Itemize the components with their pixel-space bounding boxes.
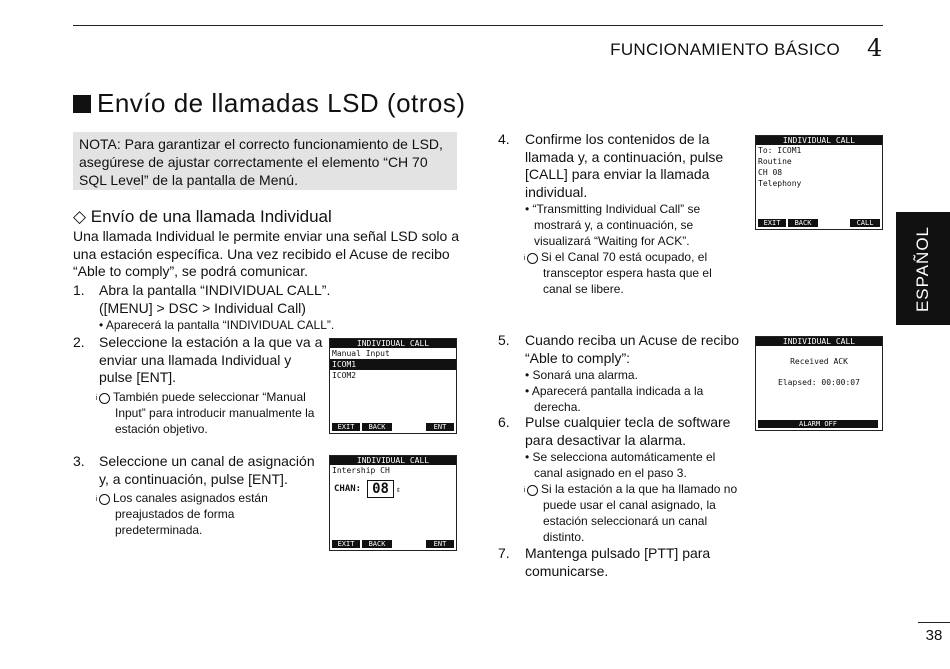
step-4 — [525, 131, 730, 297]
section-header: FUNCIONAMIENTO BÁSICO — [610, 40, 840, 59]
softkey-alarm-off: ALARM OFF — [758, 420, 878, 428]
info-icon: i — [527, 253, 538, 264]
step-6-info-text: Si la estación a la que ha llamado no puede usar el canal asignado, la estación seleccionará un canal distinto. — [541, 482, 738, 544]
lcd-line: Intership CH — [332, 466, 390, 475]
lcd-screen-confirm — [755, 135, 883, 230]
step-4-info-text: Si el Canal 70 está ocupado, el transceptor espera hasta que el canal se libere. — [541, 250, 712, 296]
step-2-info-text: También puede seleccionar “Manual Input” para introducir manualmente la estación objetivo. — [113, 389, 315, 436]
step-2-text: Seleccione la estación a la que va a enviar una llamada Individual y pulse [ENT]. — [99, 334, 323, 385]
step-number: 2. — [73, 334, 85, 350]
lcd-row: Telephony — [758, 179, 802, 188]
lcd-channel-row — [330, 480, 456, 498]
note-box: NOTA: Para garantizar el correcto funcionamiento de LSD, asegúrese de ajustar correctamente el elemento “CH 70 SQL Level” de la pantalla de Menú. — [73, 132, 457, 190]
lcd-softkeys — [332, 540, 454, 548]
step-number: 4. — [498, 131, 510, 147]
square-bullet-icon — [73, 95, 91, 113]
page-number: 38 — [918, 622, 950, 644]
lcd-row-selected: ICOM1 — [330, 359, 456, 370]
lcd-softkeys — [758, 420, 880, 428]
step-5-text: Cuando reciba un Acuse de recibo “Able to comply”: — [525, 332, 740, 366]
step-number: 1. — [73, 282, 85, 298]
step-1-line1: Abra la pantalla “INDIVIDUAL CALL”. — [99, 282, 331, 298]
softkey-ent: ENT — [426, 540, 454, 548]
softkey-exit: EXIT — [758, 219, 786, 227]
step-5-bullet-1: • Sonará una alarma. — [525, 368, 638, 382]
step-3-info — [95, 490, 305, 538]
lcd-row: ICOM2 — [332, 371, 357, 380]
lcd-softkeys — [332, 423, 454, 431]
step-6 — [525, 414, 750, 545]
lcd-received-ack: Received ACK — [790, 357, 848, 366]
info-icon: i — [527, 485, 538, 496]
softkey-ent: ENT — [426, 423, 454, 431]
intro-paragraph: Una llamada Individual le permite enviar una señal LSD solo a una estación específica. Una vez recibido el Acuse de recibo “Able to comply”, se podrá comunicar. — [73, 228, 459, 279]
step-1-line2: ([MENU] > DSC > Individual Call) — [99, 299, 306, 316]
lcd-title: INDIVIDUAL CALL — [330, 456, 456, 465]
step-5-bullet-2: • Aparecerá pantalla indicada a la derecha. — [525, 384, 704, 414]
step-7-text: Mantenga pulsado [PTT] para comunicarse. — [525, 545, 711, 579]
softkey-back: BACK — [362, 540, 392, 548]
softkey-exit: EXIT — [332, 423, 360, 431]
step-number: 5. — [498, 332, 510, 348]
lcd-row: Routine — [758, 157, 792, 166]
step-6-info — [525, 481, 743, 545]
info-icon: i — [99, 494, 110, 505]
step-3-info-text: Los canales asignados están preajustados de forma predeterminada. — [113, 491, 268, 537]
language-tab-label: ESPAÑOL — [913, 225, 932, 312]
step-5 — [525, 332, 750, 415]
chapter-number: 4 — [867, 34, 883, 62]
step-number: 6. — [498, 414, 510, 430]
updown-arrow-icon: ⇕ — [395, 484, 401, 494]
lcd-title: INDIVIDUAL CALL — [756, 337, 882, 346]
lcd-title: INDIVIDUAL CALL — [330, 339, 456, 348]
step-1-bullet: • Aparecerá la pantalla “INDIVIDUAL CALL”. — [99, 318, 335, 332]
step-2 — [95, 334, 324, 437]
step-number: 3. — [73, 453, 85, 469]
lcd-chan-label: CHAN: — [334, 484, 362, 494]
softkey-back: BACK — [362, 423, 392, 431]
language-tab — [896, 212, 950, 325]
step-2-info — [95, 389, 324, 437]
step-3 — [95, 453, 324, 538]
step-1 — [99, 282, 459, 333]
page-title — [73, 88, 466, 119]
step-number: 7. — [498, 545, 510, 561]
lcd-screen-station-list — [329, 338, 457, 434]
softkey-call: CALL — [850, 219, 880, 227]
header-rule — [73, 25, 883, 26]
step-6-bullet: • Se selecciona automáticamente el canal asignado en el paso 3. — [525, 450, 716, 480]
lcd-row: CH 08 — [758, 168, 783, 177]
lcd-row: Manual Input — [332, 349, 390, 358]
step-6-text: Pulse cualquier tecla de software para desactivar la alarma. — [525, 414, 731, 448]
lcd-chan-value: 08 — [367, 480, 394, 498]
page-title-text: Envío de llamadas LSD (otros) — [97, 88, 466, 118]
info-icon: i — [99, 393, 110, 404]
step-4-text: Confirme los contenidos de la llamada y, a continuación, pulse [CALL] para enviar la llamada individual. — [525, 131, 724, 200]
lcd-elapsed: Elapsed: 00:00:07 — [778, 378, 860, 387]
lcd-screen-channel — [329, 455, 457, 551]
step-4-info — [525, 249, 730, 297]
softkey-exit: EXIT — [332, 540, 360, 548]
lcd-title: INDIVIDUAL CALL — [756, 136, 882, 145]
lcd-screen-ack — [755, 336, 883, 431]
step-4-bullet: • “Transmitting Individual Call” se mostrará y, a continuación, se visualizará “Waiting for ACK”. — [525, 202, 701, 248]
lcd-softkeys — [758, 219, 880, 227]
softkey-back: BACK — [788, 219, 818, 227]
lcd-row: To: ICOM1 — [758, 146, 802, 155]
step-3-text: Seleccione un canal de asignación y, a continuación, pulse [ENT]. — [99, 453, 315, 487]
subheading: ◇ Envío de una llamada Individual — [73, 207, 332, 226]
